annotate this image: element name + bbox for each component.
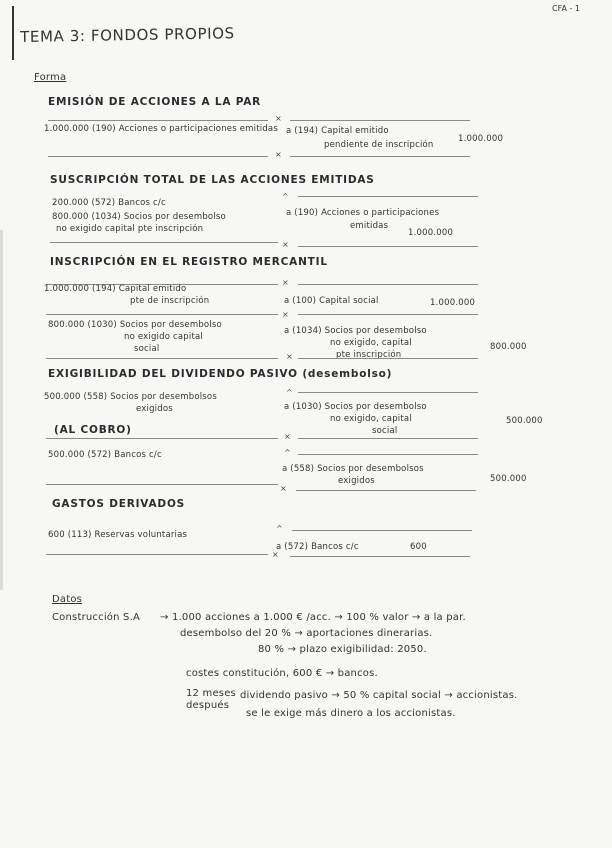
datos-line-2: desembolso del 20 % → aportaciones dinerarias. bbox=[180, 628, 433, 639]
inscripcion-1-debit-cont: pte de inscripción bbox=[130, 296, 210, 306]
entry-rule bbox=[46, 358, 278, 359]
entry-rule bbox=[46, 554, 268, 555]
inscripcion-1-amount: 1.000.000 bbox=[430, 298, 476, 308]
x-mark: × bbox=[280, 484, 287, 493]
caret-mark: ^ bbox=[286, 388, 293, 397]
section-heading-gastos: GASTOS DERIVADOS bbox=[52, 498, 186, 510]
entry-rule bbox=[298, 314, 478, 315]
suscripcion-credit: a (190) Acciones o participaciones bbox=[286, 208, 440, 218]
entry-rule bbox=[290, 120, 470, 121]
x-mark: × bbox=[282, 278, 289, 287]
caret-mark: ^ bbox=[282, 192, 289, 201]
datos-line-3: 80 % → plazo exigibilidad: 2050. bbox=[258, 644, 427, 655]
datos-company: Construcción S.A bbox=[52, 612, 140, 623]
entry-rule bbox=[298, 246, 478, 247]
x-mark: × bbox=[282, 310, 289, 319]
exigibilidad-2-amount: 500.000 bbox=[490, 474, 527, 484]
datos-line-5-label-b: después bbox=[186, 700, 230, 711]
entry-rule bbox=[48, 156, 268, 157]
entry-rule bbox=[298, 196, 478, 197]
x-mark: × bbox=[282, 240, 289, 249]
x-mark: × bbox=[272, 550, 279, 559]
inscripcion-1-credit: a (100) Capital social bbox=[284, 296, 379, 306]
exigibilidad-2-debit: 500.000 (572) Bancos c/c bbox=[48, 450, 162, 460]
entry-rule bbox=[46, 314, 278, 315]
inscripcion-2-credit-cont: no exigido, capital bbox=[330, 338, 412, 348]
margin-line bbox=[12, 6, 14, 60]
entry-rule bbox=[46, 484, 278, 485]
datos-line-5: dividendo pasivo → 50 % capital social → accionistas. bbox=[240, 690, 518, 701]
entry-rule bbox=[290, 556, 470, 557]
inscripcion-1-debit: 1.000.000 (194) Capital emitido bbox=[44, 284, 187, 294]
datos-line-6: se le exige más dinero a los accionistas. bbox=[246, 708, 456, 719]
entry-rule bbox=[48, 120, 268, 121]
suscripcion-debit-2-cont: no exigido capital pte inscripción bbox=[56, 224, 204, 234]
exigibilidad-1-debit: 500.000 (558) Socios por desembolsos bbox=[44, 392, 217, 402]
entry-rule bbox=[296, 490, 476, 491]
suscripcion-credit-cont: emitidas bbox=[350, 221, 389, 231]
inscripcion-2-credit: a (1034) Socios por desembolso bbox=[284, 326, 427, 336]
x-mark: × bbox=[275, 150, 282, 159]
datos-line-4: costes constitución, 600 € → bancos. bbox=[186, 668, 378, 679]
section-heading-emision: EMISIÓN DE ACCIONES A LA PAR bbox=[48, 96, 262, 108]
emision-credit: a (194) Capital emitido bbox=[286, 126, 389, 136]
x-mark: × bbox=[275, 114, 282, 123]
entry-rule bbox=[298, 454, 478, 455]
caret-mark: ^ bbox=[276, 524, 283, 533]
page-number: CFA - 1 bbox=[552, 4, 580, 13]
section-heading-exigibilidad: EXIGIBILIDAD DEL DIVIDENDO PASIVO (desembolso) bbox=[48, 368, 393, 380]
suscripcion-debit-2: 800.000 (1034) Socios por desembolso bbox=[52, 212, 226, 222]
emision-amount: 1.000.000 bbox=[458, 134, 504, 144]
exigibilidad-1-credit-cont2: social bbox=[372, 426, 398, 436]
exigibilidad-1-credit-cont: no exigido, capital bbox=[330, 414, 412, 424]
page-edge-shadow bbox=[0, 230, 3, 590]
page-subtitle: Forma bbox=[34, 72, 67, 83]
entry-rule bbox=[50, 242, 278, 243]
entry-rule bbox=[46, 438, 278, 439]
emision-credit-cont: pendiente de inscripción bbox=[324, 140, 434, 150]
entry-rule bbox=[298, 392, 478, 393]
inscripcion-2-debit-cont2: social bbox=[134, 344, 160, 354]
entry-rule bbox=[298, 358, 478, 359]
suscripcion-amount: 1.000.000 bbox=[408, 228, 454, 238]
inscripcion-2-debit-cont: no exigido capital bbox=[124, 332, 203, 342]
exigibilidad-sub-heading: (AL COBRO) bbox=[54, 424, 132, 436]
x-mark: × bbox=[286, 352, 293, 361]
suscripcion-debit-1: 200.000 (572) Bancos c/c bbox=[52, 198, 166, 208]
gastos-debit: 600 (113) Reservas voluntarias bbox=[48, 530, 188, 540]
exigibilidad-1-amount: 500.000 bbox=[506, 416, 543, 426]
emision-debit: 1.000.000 (190) Acciones o participaciones emitidas bbox=[44, 124, 278, 134]
section-heading-inscripcion: INSCRIPCIÓN EN EL REGISTRO MERCANTIL bbox=[50, 256, 328, 268]
inscripcion-2-amount: 800.000 bbox=[490, 342, 527, 352]
datos-line-5-label-a: 12 meses bbox=[186, 688, 236, 699]
gastos-credit: a (572) Bancos c/c bbox=[276, 542, 359, 552]
exigibilidad-2-credit: a (558) Socios por desembolsos bbox=[282, 464, 424, 474]
exigibilidad-1-debit-cont: exigidos bbox=[136, 404, 173, 414]
page-title: TEMA 3: FONDOS PROPIOS bbox=[20, 24, 235, 46]
gastos-amount: 600 bbox=[410, 542, 427, 552]
datos-heading: Datos bbox=[52, 594, 83, 605]
exigibilidad-2-credit-cont: exigidos bbox=[338, 476, 375, 486]
entry-rule bbox=[292, 530, 472, 531]
entry-rule bbox=[298, 284, 478, 285]
x-mark: × bbox=[284, 432, 291, 441]
entry-rule bbox=[298, 438, 478, 439]
caret-mark: ^ bbox=[284, 448, 291, 457]
inscripcion-2-debit: 800.000 (1030) Socios por desembolso bbox=[48, 320, 222, 330]
section-heading-suscripcion: SUSCRIPCIÓN TOTAL DE LAS ACCIONES EMITIDAS bbox=[50, 174, 375, 186]
entry-rule bbox=[290, 156, 470, 157]
inscripcion-2-credit-cont2: pte inscripción bbox=[336, 350, 402, 360]
datos-line-1: → 1.000 acciones a 1.000 € /acc. → 100 % valor → a la par. bbox=[160, 612, 466, 623]
exigibilidad-1-credit: a (1030) Socios por desembolso bbox=[284, 402, 427, 412]
